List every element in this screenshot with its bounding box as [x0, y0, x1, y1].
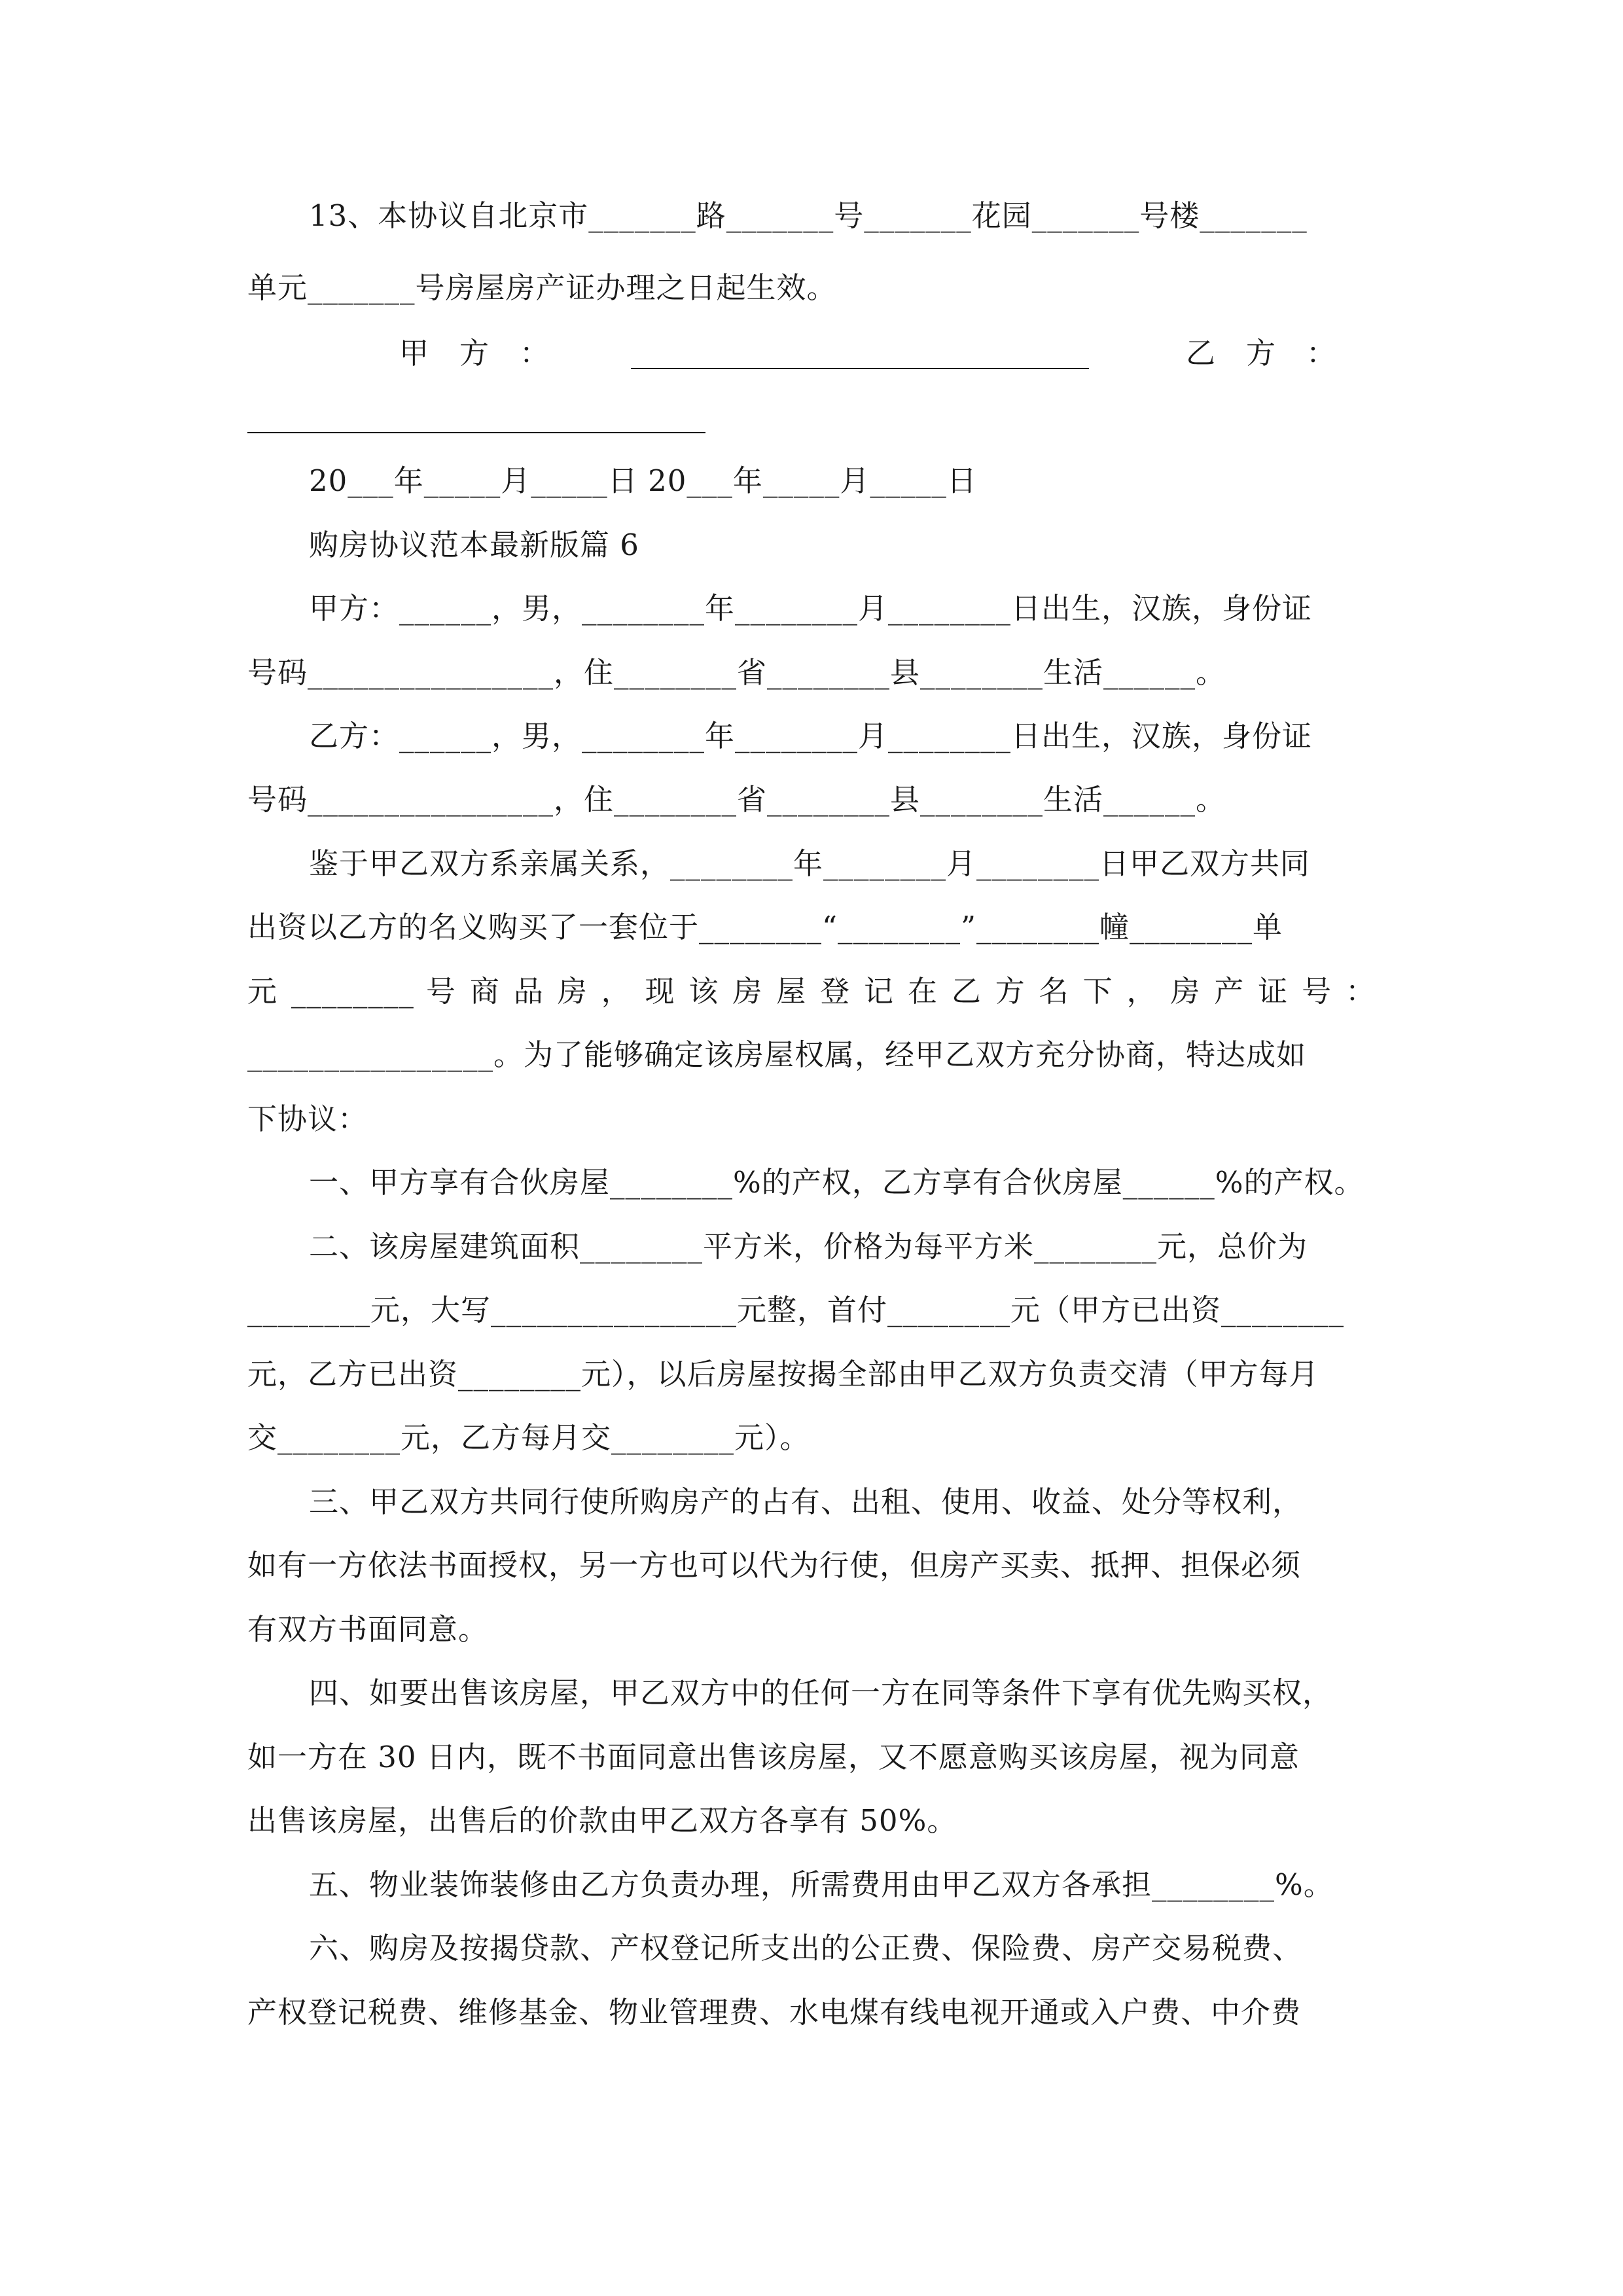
clause-4-line-3: 出售该房屋，出售后的价款由甲乙双方各享有 50%。 [247, 1803, 957, 1838]
party-a-signature-line [631, 368, 1089, 369]
clause-13-line-2: 单元_______号房屋房产证办理之日起生效。 [247, 270, 837, 305]
party-a-info-line-2: 号码________________，住________省________县________生活______。 [247, 655, 1226, 690]
clause-2-line-2: ________元，大写________________元整，首付________元（甲方已出资________ [247, 1293, 1345, 1327]
clause-3-line-1: 三、甲乙双方共同行使所购房产的占有、出租、使用、收益、处分等权利， [309, 1484, 1303, 1519]
clause-4-line-2: 如一方在 30 日内，既不书面同意出售该房屋，又不愿意购买该房屋，视为同意 [247, 1740, 1300, 1774]
clause-5-line-1: 五、物业装饰装修由乙方负责办理，所需费用由甲乙双方各承担________%。 [309, 1867, 1334, 1902]
clause-3-line-3: 有双方书面同意。 [247, 1612, 489, 1647]
clause-6-line-2: 产权登记税费、维修基金、物业管理费、水电煤有线电视开通或入户费、中介费 [247, 1995, 1302, 2030]
party-a-signature-label: 甲 方 ： [399, 336, 550, 370]
section-title: 购房协议范本最新版篇 6 [309, 528, 639, 562]
intro-line-1: 鉴于甲乙双方系亲属关系，________年________月________日甲乙双方共同 [309, 846, 1311, 881]
clause-4-line-1: 四、如要出售该房屋，甲乙双方中的任何一方在同等条件下享有优先购买权， [309, 1676, 1333, 1710]
intro-line-2: 出资以乙方的名义购买了一套位于________“________”________幢________单 [247, 910, 1283, 944]
party-b-info-line-2: 号码________________，住________省________县________生活______。 [247, 782, 1226, 817]
signature-date-line: 20___年_____月_____日 20___年_____月_____日 [309, 463, 977, 498]
clause-2-line-1: 二、该房屋建筑面积________平方米，价格为每平方米________元，总价为 [309, 1229, 1308, 1264]
party-b-signature-line [247, 432, 705, 433]
clause-1-line-1: 一、甲方享有合伙房屋________%的产权，乙方享有合伙房屋______%的产权。 [309, 1165, 1364, 1200]
party-b-signature-label: 乙 方 ： [1186, 336, 1337, 370]
party-a-info-line-1: 甲方：______，男，________年________月________日出生，汉族，身份证 [309, 591, 1313, 626]
intro-line-3: 元 ________ 号 商 品 房 ， 现 该 房 屋 登 记 在 乙 方 名 下 ， 房 产 证 号 ： [247, 974, 1376, 1009]
clause-3-line-2: 如有一方依法书面授权，另一方也可以代为行使，但房产买卖、抵押、担保必须 [247, 1548, 1302, 1583]
clause-2-line-3: 元，乙方已出资________元），以后房屋按揭全部由甲乙双方负责交清（甲方每月 [247, 1357, 1319, 1391]
clause-2-line-4: 交________元，乙方每月交________元）。 [247, 1420, 810, 1455]
intro-line-5: 下协议： [247, 1102, 368, 1136]
intro-line-4: ________________。为了能够确定该房屋权属，经甲乙双方充分协商，特达成如 [247, 1037, 1307, 1072]
clause-6-line-1: 六、购房及按揭贷款、产权登记所支出的公正费、保险费、房产交易税费、 [309, 1931, 1303, 1965]
clause-13-line-1: 13、本协议自北京市_______路_______号_______花园_______号楼_______ [309, 198, 1308, 233]
party-b-info-line-1: 乙方：______，男，________年________月________日出生，汉族，身份证 [309, 719, 1313, 753]
